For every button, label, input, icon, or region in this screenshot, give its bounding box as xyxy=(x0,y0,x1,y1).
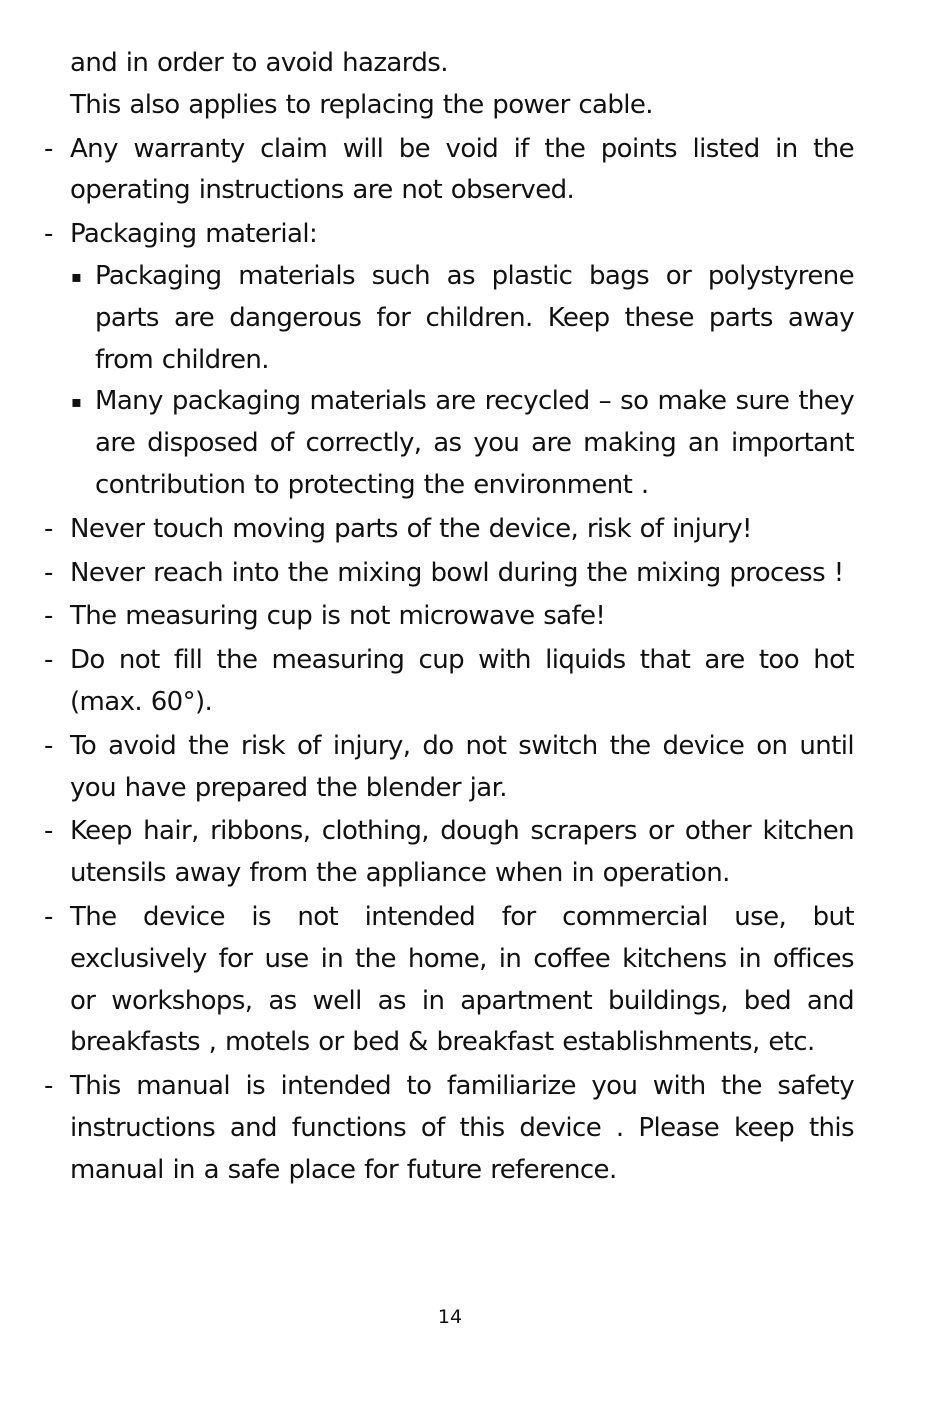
list-item xyxy=(44,596,854,638)
square-bullet-icon: ▪ xyxy=(71,266,82,286)
dash-bullet: - xyxy=(44,1071,53,1102)
sub-list-item-text: Packaging materials such as plastic bags or polystyrene parts are dangerous for children. Keep these parts away from children. xyxy=(95,260,854,375)
list-item xyxy=(44,811,854,895)
list-item-text: Do not fill the measuring cup with liquids that are too hot (max. 60°). xyxy=(70,645,854,717)
continuation-line: and in order to avoid hazards. xyxy=(70,48,448,78)
list-item-text: Keep hair, ribbons, clothing, dough scrapers or other kitchen utensils away from the appliance when in operation. xyxy=(70,816,854,889)
list-item-text: The device is not intended for commercial use, but exclusively for use in the home, in coffee kitchens in offices or workshops, as well as in apartment buildings, bed and breakfasts , motels or bed & breakfast establishments, etc. xyxy=(70,901,854,1058)
dash-bullet: - xyxy=(44,816,53,847)
list-item xyxy=(44,726,854,810)
dash-bullet: - xyxy=(44,219,53,250)
list-item-text: Any warranty claim will be void if the points listed in the operating instructions are not observed. xyxy=(70,133,854,206)
list-item xyxy=(44,214,854,256)
list-item-text: Packaging material: xyxy=(70,219,318,250)
dash-bullet: - xyxy=(44,645,53,676)
square-bullet-icon: ▪ xyxy=(71,392,82,412)
list-item-text: Never reach into the mixing bowl during the mixing process ! xyxy=(70,557,844,588)
list-item-text: Never touch moving parts of the device, risk of injury! xyxy=(70,513,752,544)
document-page xyxy=(44,43,854,1192)
dash-bullet: - xyxy=(44,513,53,544)
list-item xyxy=(44,640,854,724)
list-item xyxy=(44,509,854,551)
dash-bullet: - xyxy=(44,557,53,588)
dash-bullet: - xyxy=(44,133,53,164)
page-number: 14 xyxy=(437,1306,463,1328)
dash-bullet: - xyxy=(44,601,53,632)
list-item xyxy=(44,897,854,1064)
dash-bullet: - xyxy=(44,730,53,761)
dash-bullet: - xyxy=(44,901,53,932)
list-item-text: To avoid the risk of injury, do not switch the device on until you have prepared the blender jar. xyxy=(70,730,854,803)
continuation-line: This also applies to replacing the power cable. xyxy=(70,89,653,120)
list-item-text: This manual is intended to familiarize you with the safety instructions and functions of this device . Please keep this manual in a safe place for future reference. xyxy=(70,1071,854,1185)
sub-list-item xyxy=(44,381,854,506)
sub-list-item xyxy=(44,256,854,381)
sub-list-item-text: Many packaging materials are recycled – so make sure they are disposed of correctly, as you are making an important contribution to protecting the environment . xyxy=(95,386,854,500)
list-item xyxy=(44,553,854,595)
list-item-text: The measuring cup is not microwave safe! xyxy=(70,601,606,632)
list-item xyxy=(44,129,854,213)
list-item xyxy=(44,1066,854,1191)
